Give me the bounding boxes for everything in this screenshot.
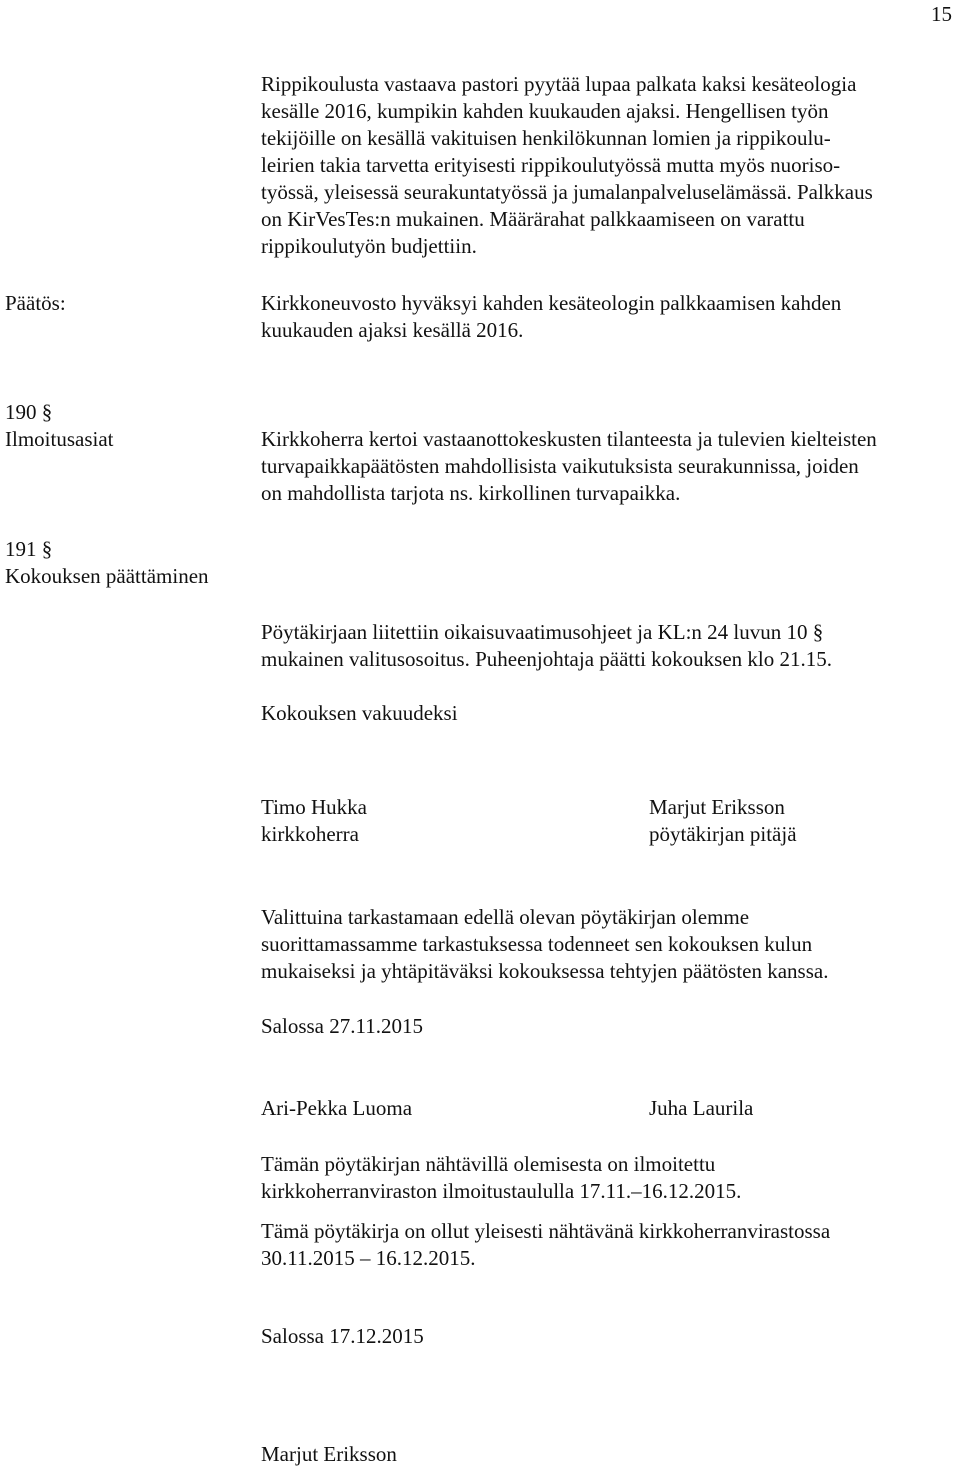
section-190-text (261, 426, 951, 507)
reviewer-1: Ari-Pekka Luoma (261, 1096, 413, 1120)
intro-paragraph (261, 71, 951, 260)
review-line: Valittuina tarkastamaan edellä olevan pöytäkirjan olemme (261, 905, 750, 929)
notice-line: kirkkoherranviraston ilmoitustaululla 17.11.–16.12.2015. (261, 1179, 742, 1203)
intro-line: tekijöille on kesällä vakituisen henkilökunnan lomien ja rippikoulu- (261, 126, 831, 150)
section-line: turvapaikkapäätösten mahdollisista vaikutuksista seurakunnissa, joiden (261, 454, 859, 478)
decision-line: kuukauden ajaksi kesällä 2016. (261, 318, 524, 342)
signatory-name: Timo Hukka (261, 795, 367, 819)
final-signer: Marjut Eriksson (261, 1442, 397, 1466)
final-place-date: Salossa 17.12.2015 (261, 1324, 424, 1348)
section-number: 191 § (5, 537, 53, 561)
section-title: Kokouksen päättäminen (5, 564, 209, 588)
decision-line: Kirkkoneuvosto hyväksyi kahden kesäteologin palkkaamisen kahden (261, 291, 842, 315)
reviewer-2: Juha Laurila (649, 1096, 754, 1120)
signatory-secretary (649, 794, 949, 848)
review-line: mukaiseksi ja yhtäpitäväksi kokouksessa tehtyjen päätösten kanssa. (261, 959, 829, 983)
review-line: suorittamassamme tarkastuksessa todenneet sen kokouksen kulun (261, 932, 813, 956)
display-paragraph (261, 1218, 951, 1272)
section-191-text (261, 619, 951, 673)
section-line: on mahdollista tarjota ns. kirkollinen turvapaikka. (261, 481, 681, 505)
signatory-chair (261, 794, 641, 848)
decision-text (261, 290, 951, 344)
section-number: 190 § (5, 400, 53, 424)
intro-line: Rippikoulusta vastaava pastori pyytää lupaa palkata kaksi kesäteologia (261, 72, 857, 96)
signatory-role: pöytäkirjan pitäjä (649, 822, 797, 846)
intro-line: kesälle 2016, kumpikin kahden kuukauden ajaksi. Hengellisen työn (261, 99, 829, 123)
signatory-role: kirkkoherra (261, 822, 359, 846)
display-line: Tämä pöytäkirja on ollut yleisesti nähtävänä kirkkoherranvirastossa (261, 1219, 831, 1243)
section-title: Ilmoitusasiat (5, 427, 114, 451)
intro-line: rippikoulutyön budjettiin. (261, 234, 477, 258)
section-line: mukainen valitusosoitus. Puheenjohtaja päätti kokouksen klo 21.15. (261, 647, 833, 671)
review-paragraph (261, 904, 951, 985)
section-191-heading (5, 536, 255, 590)
intro-line: leirien takia tarvetta erityisesti rippikoulutyössä mutta myös nuoriso- (261, 153, 841, 177)
certification-heading: Kokouksen vakuudeksi (261, 701, 458, 725)
section-190-heading (5, 399, 255, 453)
section-line: Kirkkoherra kertoi vastaanottokeskusten tilanteesta ja tulevien kielteisten (261, 427, 877, 451)
intro-line: on KirVesTes:n mukainen. Määrärahat palkkaamiseen on varattu (261, 207, 805, 231)
page-number: 15 (931, 2, 952, 26)
signatory-name: Marjut Eriksson (649, 795, 785, 819)
decision-label: Päätös: (5, 291, 66, 315)
review-place-date: Salossa 27.11.2015 (261, 1014, 423, 1038)
intro-line: työssä, yleisessä seurakuntatyössä ja jumalanpalveluselämässä. Palkkaus (261, 180, 873, 204)
notice-line: Tämän pöytäkirjan nähtävillä olemisesta on ilmoitettu (261, 1152, 716, 1176)
display-line: 30.11.2015 – 16.12.2015. (261, 1246, 476, 1270)
notice-paragraph (261, 1151, 951, 1205)
section-line: Pöytäkirjaan liitettiin oikaisuvaatimusohjeet ja KL:n 24 luvun 10 § (261, 620, 824, 644)
